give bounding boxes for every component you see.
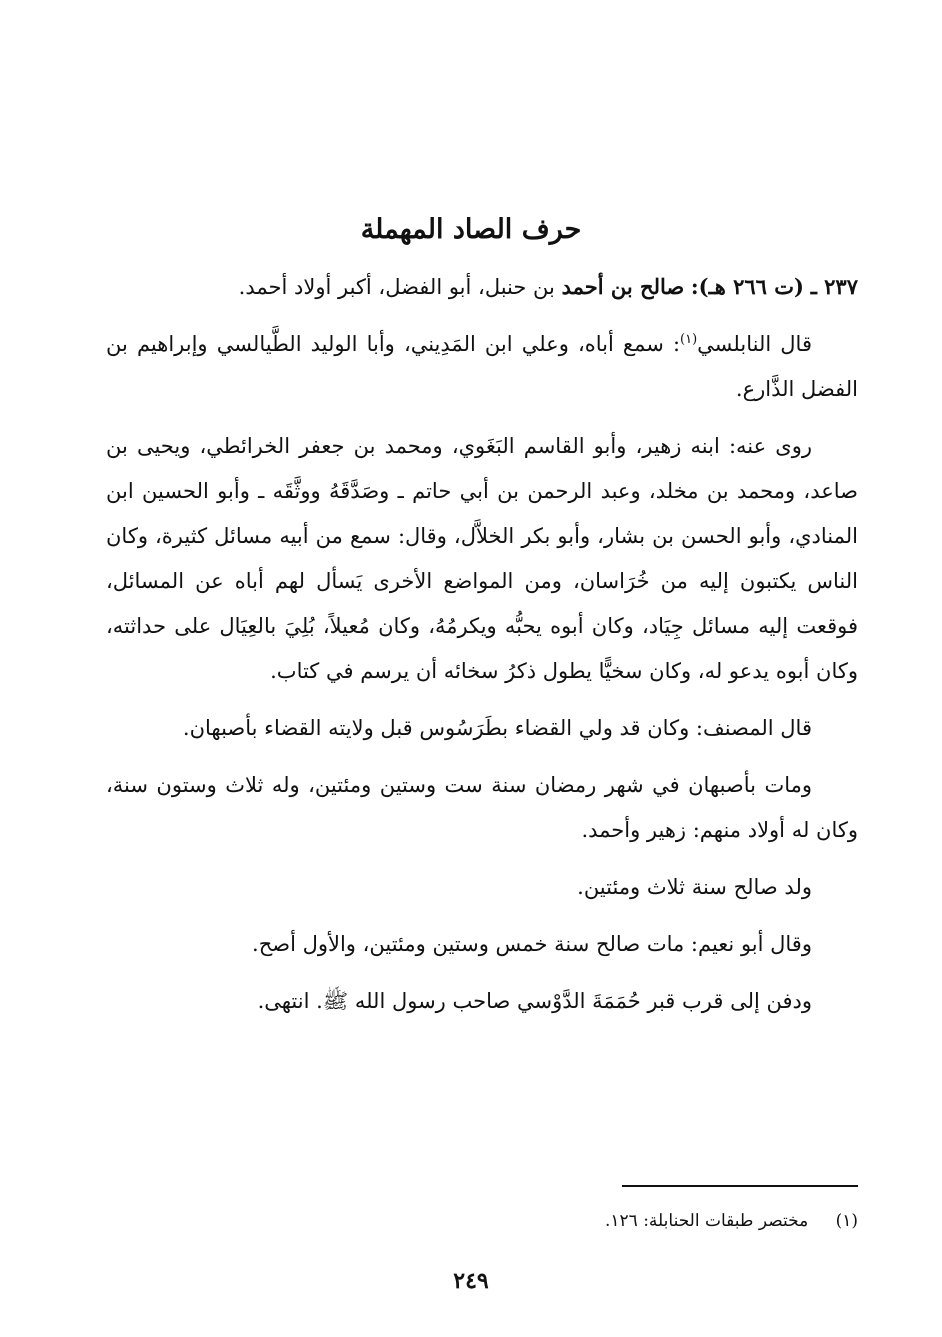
paragraph-abu-nuaim: وقال أبو نعيم: مات صالح سنة خمس وستين ومئتين، والأول أصح.: [252, 932, 812, 956]
entry-name: صالح بن أحمد: [561, 274, 685, 299]
footnote-divider: [622, 1185, 858, 1187]
entry-description: بن حنبل، أبو الفضل، أكبر أولاد أحمد.: [238, 275, 555, 299]
page-number: ٢٤٩: [453, 1268, 489, 1294]
paragraph-author-note: قال المصنف: وكان قد ولي القضاء بطَرَسُوس قبل ولايته القضاء بأصبهان.: [182, 716, 812, 740]
footnote-reference: (١): [680, 332, 698, 347]
body-text: [106, 264, 858, 1036]
entry-death-date: (ت ٢٦٦ هـ):: [690, 274, 804, 299]
paragraph-birth: ولد صالح سنة ثلاث ومئتين.: [577, 875, 812, 899]
footnote-text: مختصر طبقات الحنابلة: ١٢٦.: [604, 1211, 809, 1231]
paragraph-nabulsi: [106, 322, 858, 412]
footnote-number: (١): [835, 1211, 858, 1231]
paragraph-burial: ودفن إلى قرب قبر حُمَمَةَ الدَّوْسي صاحب رسول الله ﷺ. انتهى.: [257, 989, 812, 1013]
paragraph-nabulsi-text: : سمع أباه، وعلي ابن المَدِيني، وأبا الوليد الطَّيالسي وإبراهيم بن الفضل الذَّارع.: [106, 332, 858, 401]
paragraph-death: ومات بأصبهان في شهر رمضان سنة ست وستين ومئتين، وله ثلاث وستون سنة، وكان له أولاد منهم: زهير وأحمد.: [106, 773, 858, 842]
paragraph-narrators: روى عنه: ابنه زهير، وأبو القاسم البَغَوي، ومحمد بن جعفر الخرائطي، ويحيى بن صاعد، ومحمد بن مخلد، وعبد الرحمن بن أبي حاتم ـ وصَدَّقَهُ ووثَّقَه ـ وأبو الحسين ابن المنادي، وأبو الحسن بن بشار، وأبو بكر الخلاَّل، وقال: سمع من أبيه مسائل كثيرة، وكان الناس يكتبون إليه من خُرَاسان، ومن المواضع الأخرى يَسأل لهم أباه عن المسائل، فوقعت إليه مسائل جِيَاد، وكان أبوه يحبُّه ويكرمُهُ، وكان مُعيلاً، بُلِيَ بالعِيَال على حداثته، وكان أبوه يدعو له، وكان سخيًّا يطول ذكرُ سخائه أن يرسم في كتاب.: [106, 434, 858, 683]
paragraph-nabulsi-intro: قال النابلسي: [697, 332, 812, 356]
entry-number: ٢٣٧ ـ: [810, 274, 858, 299]
entry-paragraph: [106, 264, 858, 310]
footnote: [158, 1206, 858, 1236]
section-heading: حرف الصاد المهملة: [360, 214, 582, 245]
